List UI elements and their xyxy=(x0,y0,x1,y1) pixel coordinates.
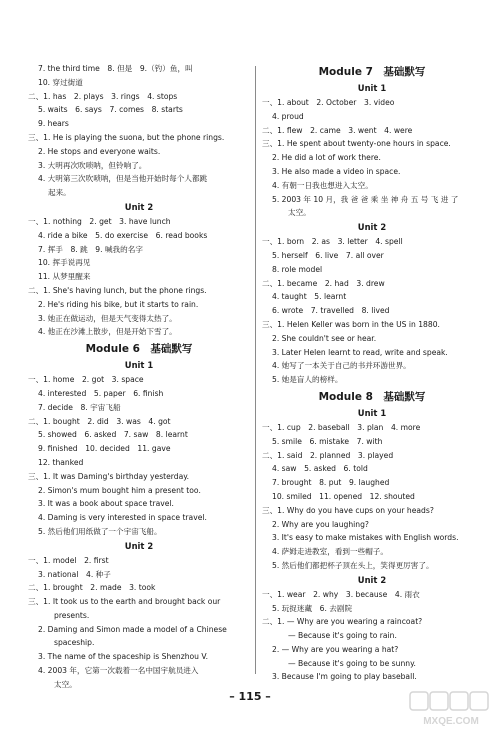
answer-line: 二、1. She's having lunch, but the phone rings. xyxy=(28,285,207,295)
answer-line: 2. He stops and everyone waits. xyxy=(38,146,161,156)
answer-line: 5. 然后他们都把杯子顶在头上，笑得更厉害了。 xyxy=(272,560,434,570)
answer-line: 一、1. about 2. October 3. video xyxy=(262,98,395,107)
answer-line: 4. 她写了一本关于自己的书并环游世界。 xyxy=(272,361,411,371)
answer-line: 2. Simon's mum bought him a present too. xyxy=(38,485,201,495)
answer-line: 二、1. became 2. had 3. drew xyxy=(262,278,385,288)
answer-line: — Because it's going to rain. xyxy=(288,631,397,641)
answer-line: 3. He also made a video in space. xyxy=(272,166,401,176)
answer-line: 2. She couldn't see or hear. xyxy=(272,333,377,343)
answer-line: 7. 挥手 8. 跳 9. 喊我的名字 xyxy=(38,244,143,254)
answer-line: 7. brought 8. put 9. laughed xyxy=(272,478,390,488)
answer-line: 2. He's riding his bike, but it starts to rain. xyxy=(38,299,199,309)
watermark-text: MXQE.COM xyxy=(423,716,479,727)
answer-line: 二、1. — Why are you wearing a raincoat? xyxy=(262,617,423,627)
unit-heading: Unit 2 xyxy=(124,201,154,212)
answer-line: 12. thanked xyxy=(38,457,84,467)
answer-line: 3. 她正在做运动，但是天气变得太热了。 xyxy=(38,313,177,323)
answer-line: 4. taught 5. learnt xyxy=(272,292,347,302)
answer-line: 2. Daming and Simon made a model of a Chinese xyxy=(38,624,227,634)
answer-line: 11. 从梦里醒来 xyxy=(38,272,91,282)
answer-line: 一、1. model 2. first xyxy=(28,555,109,565)
answer-line: 5. smile 6. mistake 7. with xyxy=(272,436,383,446)
answer-line: 一、1. wear 2. why 3. because 4. 雨衣 xyxy=(262,589,420,599)
answer-line: 一、1. cup 2. baseball 3. plan 4. more xyxy=(262,422,421,432)
answer-line: 4. proud xyxy=(272,111,304,121)
answer-line: 4. 他正在沙滩上散步，但是开始下雪了。 xyxy=(38,327,177,337)
answer-line: 三、1. It took us to the earth and brought back our xyxy=(28,597,221,607)
answer-line: 10. 挥手说再见 xyxy=(38,258,91,268)
unit-heading: Unit 2 xyxy=(357,574,387,585)
answer-line: 2. — Why are you wearing a hat? xyxy=(272,644,399,654)
answer-line: 3. It's easy to make mistakes with English words. xyxy=(272,533,459,543)
answer-line: 一、1. nothing 2. get 3. have lunch xyxy=(28,216,171,226)
answer-line: 二、1. said 2. planned 3. played xyxy=(262,450,394,460)
answer-line: 5. showed 6. asked 7. saw 8. learnt xyxy=(38,430,188,440)
answer-line: spaceship. xyxy=(54,638,95,648)
module-heading: Module 8 基础默写 xyxy=(318,390,426,403)
answer-line: 二、1. brought 2. made 3. took xyxy=(28,583,156,593)
unit-heading: Unit 1 xyxy=(357,407,387,418)
answer-line: 4. 大明第三次吹唢呐，但是当他开始时每个人都跳 xyxy=(38,174,208,184)
answer-line: 4. 有朝一日我也想进入太空。 xyxy=(272,180,373,190)
answer-line: 3. national 4. 种子 xyxy=(38,569,111,579)
answer-line: 3. It was a book about space travel. xyxy=(38,499,174,509)
answer-line: 三、1. He spent about twenty-one hours in space. xyxy=(262,139,451,149)
answer-line: 4. interested 5. paper 6. finish xyxy=(38,388,164,398)
watermark-logo xyxy=(408,690,494,730)
answer-line: 5. 2003 年 10 月，我 爸 爸 乘 坐 神 舟 五 号 飞 进 了 xyxy=(272,194,459,204)
answer-line: 二、1. has 2. plays 3. rings 4. stops xyxy=(28,91,178,101)
answer-line: 5. 她是盲人的榜样。 xyxy=(272,375,343,385)
answer-line: 起来。 xyxy=(48,188,71,198)
answer-line: 三、1. Why do you have cups on your heads? xyxy=(262,505,434,515)
answer-line: 三、1. Helen Keller was born in the US in 1880. xyxy=(262,319,440,329)
answer-line: 5. waits 6. says 7. comes 8. starts xyxy=(38,105,183,115)
column-divider xyxy=(255,66,256,674)
answer-line: 2. He did a lot of work there. xyxy=(272,153,381,163)
unit-heading: Unit 2 xyxy=(124,540,154,551)
answer-line: 4. 2003 年，它第一次载着一名中国宇航员进入 xyxy=(38,666,199,676)
answer-line: 3. Later Helen learnt to read, write and speak. xyxy=(272,347,448,357)
answer-line: 三、1. It was Daming's birthday yesterday. xyxy=(28,471,190,481)
answer-line: 一、1. born 2. as 3. letter 4. spell xyxy=(262,237,403,247)
answer-line: 5. 玩捉迷藏 6. 去剧院 xyxy=(272,603,353,613)
page-number: – 115 – xyxy=(229,690,271,703)
answer-line: 5. 然后他们用纸做了一个宇宙飞船。 xyxy=(38,526,162,536)
answer-line: 一、1. home 2. got 3. space xyxy=(28,375,144,385)
answer-line: 10. smiled 11. opened 12. shouted xyxy=(272,491,415,501)
unit-heading: Unit 1 xyxy=(124,360,154,371)
answer-line: presents. xyxy=(54,610,90,620)
left-column xyxy=(28,62,250,692)
answer-line: 9. hears xyxy=(38,119,69,129)
answer-line: 5. herself 6. live 7. all over xyxy=(272,250,384,260)
unit-heading: Unit 1 xyxy=(357,83,387,93)
answer-line: 3. The name of the spaceship is Shenzhou V. xyxy=(38,652,209,662)
answer-line: 8. role model xyxy=(272,264,323,274)
answer-line: 4. Daming is very interested in space travel. xyxy=(38,513,207,523)
answer-line: 太空。 xyxy=(288,208,311,218)
answer-line: 6. wrote 7. travelled 8. lived xyxy=(272,306,390,316)
right-column xyxy=(262,62,482,684)
answer-line: 3. Because I'm going to play baseball. xyxy=(272,672,417,682)
answer-line: — Because it's going to be sunny. xyxy=(288,658,416,668)
answer-line: 3. 大明再次吹唢呐，但铃响了。 xyxy=(38,160,147,170)
answer-line: 4. saw 5. asked 6. told xyxy=(272,464,368,474)
answer-line: 二、1. flew 2. came 3. went 4. were xyxy=(262,125,413,135)
answer-line: 二、1. bought 2. did 3. was 4. got xyxy=(28,416,171,426)
module-heading: Module 7 基础默写 xyxy=(318,66,426,78)
answer-line: 4. ride a bike 5. do exercise 6. read books xyxy=(38,230,208,240)
answer-line: 三、1. He is playing the suona, but the phone rings. xyxy=(28,132,225,142)
answer-line: 10. 穿过街道 xyxy=(38,77,83,87)
answer-line: 9. finished 10. decided 11. gave xyxy=(38,444,171,454)
answer-line: 太空。 xyxy=(54,679,77,689)
module-heading: Module 6 基础默写 xyxy=(85,343,193,356)
answer-line: 7. decide 8. 宇宙飞船 xyxy=(38,402,121,412)
unit-heading: Unit 2 xyxy=(357,222,387,233)
answer-line: 2. Why are you laughing? xyxy=(272,519,369,529)
answer-line: 7. the third time 8. 但是 9.（钓）鱼，叫 xyxy=(38,64,193,73)
answer-line: 4. 萨姆走进教室，看到一些帽子。 xyxy=(272,547,388,557)
